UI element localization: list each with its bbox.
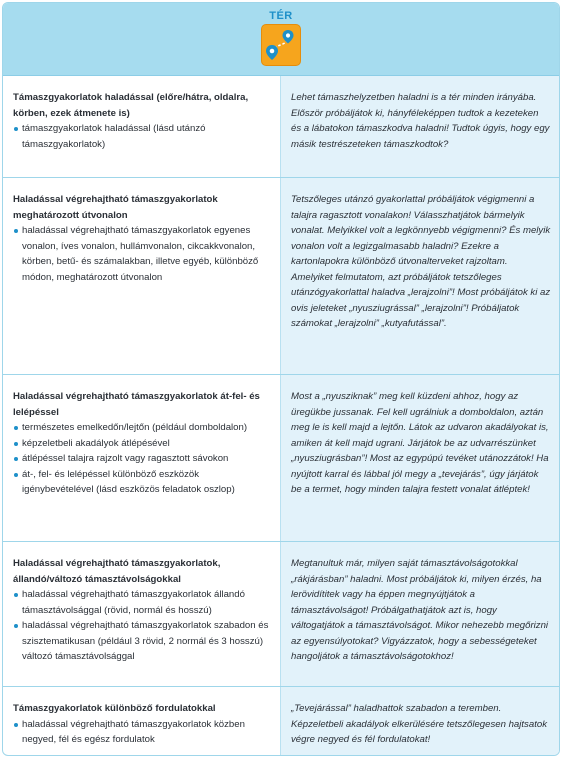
table-header bbox=[3, 3, 559, 76]
bullet-list bbox=[13, 121, 270, 152]
row-left-cell bbox=[3, 76, 280, 177]
row-title: Haladással végrehajtható támaszgyakorlatok meghatározott útvonalon bbox=[13, 194, 218, 221]
row-right-cell bbox=[280, 542, 559, 686]
list-item: haladással végrehajtható támaszgyakorlatok szabadon és szisztematikusan (például 3 rövid, 2 normál és 3 hosszú) változó támasztávolsággal bbox=[13, 618, 270, 665]
row-title: Támaszgyakorlatok haladással (előre/hátra, oldalra, körben, ezek átmenete is) bbox=[13, 92, 249, 119]
table-row bbox=[3, 76, 559, 177]
row-right-cell bbox=[280, 76, 559, 177]
row-right-cell bbox=[280, 375, 559, 541]
list-item: természetes emelkedőn/lejtőn (például domboldalon) bbox=[13, 420, 270, 436]
map-route-icon bbox=[261, 24, 301, 66]
table-row bbox=[3, 541, 559, 686]
row-description: Tetszőleges utánzó gyakorlattal próbáljátok végigmenni a talajra ragasztott vonalakon! Válasszhatjátok bármelyik vonalat. Melyikkel volt a legkönnyebb végigmenni? És melyik vonalon volt a legizgalmasabb haladni? Ezekre a kartonlapokra különböző útvonalterveket rajzoltam. Amelyiket felmutatom, azt próbáljátok tetszőleges utánzógyakorlattal haladva „lerajzolni”! Most próbáljátok ki az ovis jeleteket „nyusziugrással” „lerajzolni”! Próbáljatok számokat „lerajzolni” „kutyafutással”. bbox=[291, 194, 551, 329]
list-item: képzeletbeli akadályok átlépésével bbox=[13, 436, 270, 452]
row-title: Haladással végrehajtható támaszgyakorlatok át-fel- és lelépéssel bbox=[13, 391, 260, 418]
exercise-table bbox=[2, 2, 560, 756]
row-left-cell bbox=[3, 542, 280, 686]
row-left-cell bbox=[3, 178, 280, 374]
bullet-list bbox=[13, 717, 270, 748]
row-description: Megtanultuk már, milyen saját támasztávolságotokkal „rákjárásban” haladni. Most próbáljátok ki, milyen érzés, ha lerövidítitek vagy ha éppen megnyújtjátok a támasztávolságot! Próbálgathatjátok azt is, hogy váltogatjátok a támasztávolságot. Mikor nehezebb megőrizni az egyensúlyotokat? Vigyázzatok, hogy a sebességeteket hangoljátok a támasztávolságotokhoz! bbox=[291, 558, 549, 662]
row-left-cell bbox=[3, 375, 280, 541]
row-title: Haladással végrehajtható támaszgyakorlatok, állandó/változó támasztávolságokkal bbox=[13, 558, 221, 585]
table-row bbox=[3, 374, 559, 541]
list-item: átlépéssel talajra rajzolt vagy ragasztott sávokon bbox=[13, 451, 270, 467]
row-left-cell bbox=[3, 687, 280, 756]
row-title: Támaszgyakorlatok különböző fordulatokkal bbox=[13, 703, 216, 714]
row-right-cell bbox=[280, 687, 559, 756]
header-title: TÉR bbox=[269, 10, 293, 22]
row-description: „Tevejárással” haladhattok szabadon a teremben. Képzeletbeli akadályok elkerülésére tetszőlegesen hajtsatok végre negyed és fél fordulatokat! bbox=[291, 703, 547, 745]
list-item: át-, fel- és lelépéssel különböző eszközök igénybevételével (lásd eszközös feladatok oszlop) bbox=[13, 467, 270, 498]
list-item: támaszgyakorlatok haladással (lásd utánzó támaszgyakorlatok) bbox=[13, 121, 270, 152]
table-row bbox=[3, 177, 559, 374]
row-description: Most a „nyusziknak” meg kell küzdeni ahhoz, hogy az üregükbe jussanak. Fel kell ugrálniuk a domboldalon, aztán meg le is kell majd a lejtőn. Látok az udvaron akadályokat is, amiken át kell majd ugrani. Járjátok be az udvarrészünket „nyusziugrásban”! Most az egypúpú tevéket utánozzátok! Ha nyújtott karral és lábbal jól megy a „tevejárás”, úgy járjátok be a termet, hogy minden talajra festett vonalat átléptek! bbox=[291, 391, 549, 495]
table-row bbox=[3, 686, 559, 756]
bullet-list bbox=[13, 420, 270, 498]
list-item: haladással végrehajtható támaszgyakorlatok állandó támasztávolsággal (rövid, normál és hosszú) bbox=[13, 587, 270, 618]
bullet-list bbox=[13, 223, 270, 285]
row-description: Lehet támaszhelyzetben haladni is a tér minden irányába. Először próbáljátok ki, hányféleképpen tudtok a kezeteken és a lábatokon támaszkodva haladni! Tudtok úgyis, hogy egy másik testrészeteken támaszkodtok? bbox=[291, 92, 550, 150]
list-item: haladással végrehajtható támaszgyakorlatok közben negyed, fél és egész fordulatok bbox=[13, 717, 270, 748]
bullet-list bbox=[13, 587, 270, 665]
list-item: haladással végrehajtható támaszgyakorlatok egyenes vonalon, íves vonalon, hullámvonalon, cikcakkvonalon, körben, betű- és számalakban, illetve egyéb, különböző módon, meghatározott útvonalon bbox=[13, 223, 270, 285]
row-right-cell bbox=[280, 178, 559, 374]
